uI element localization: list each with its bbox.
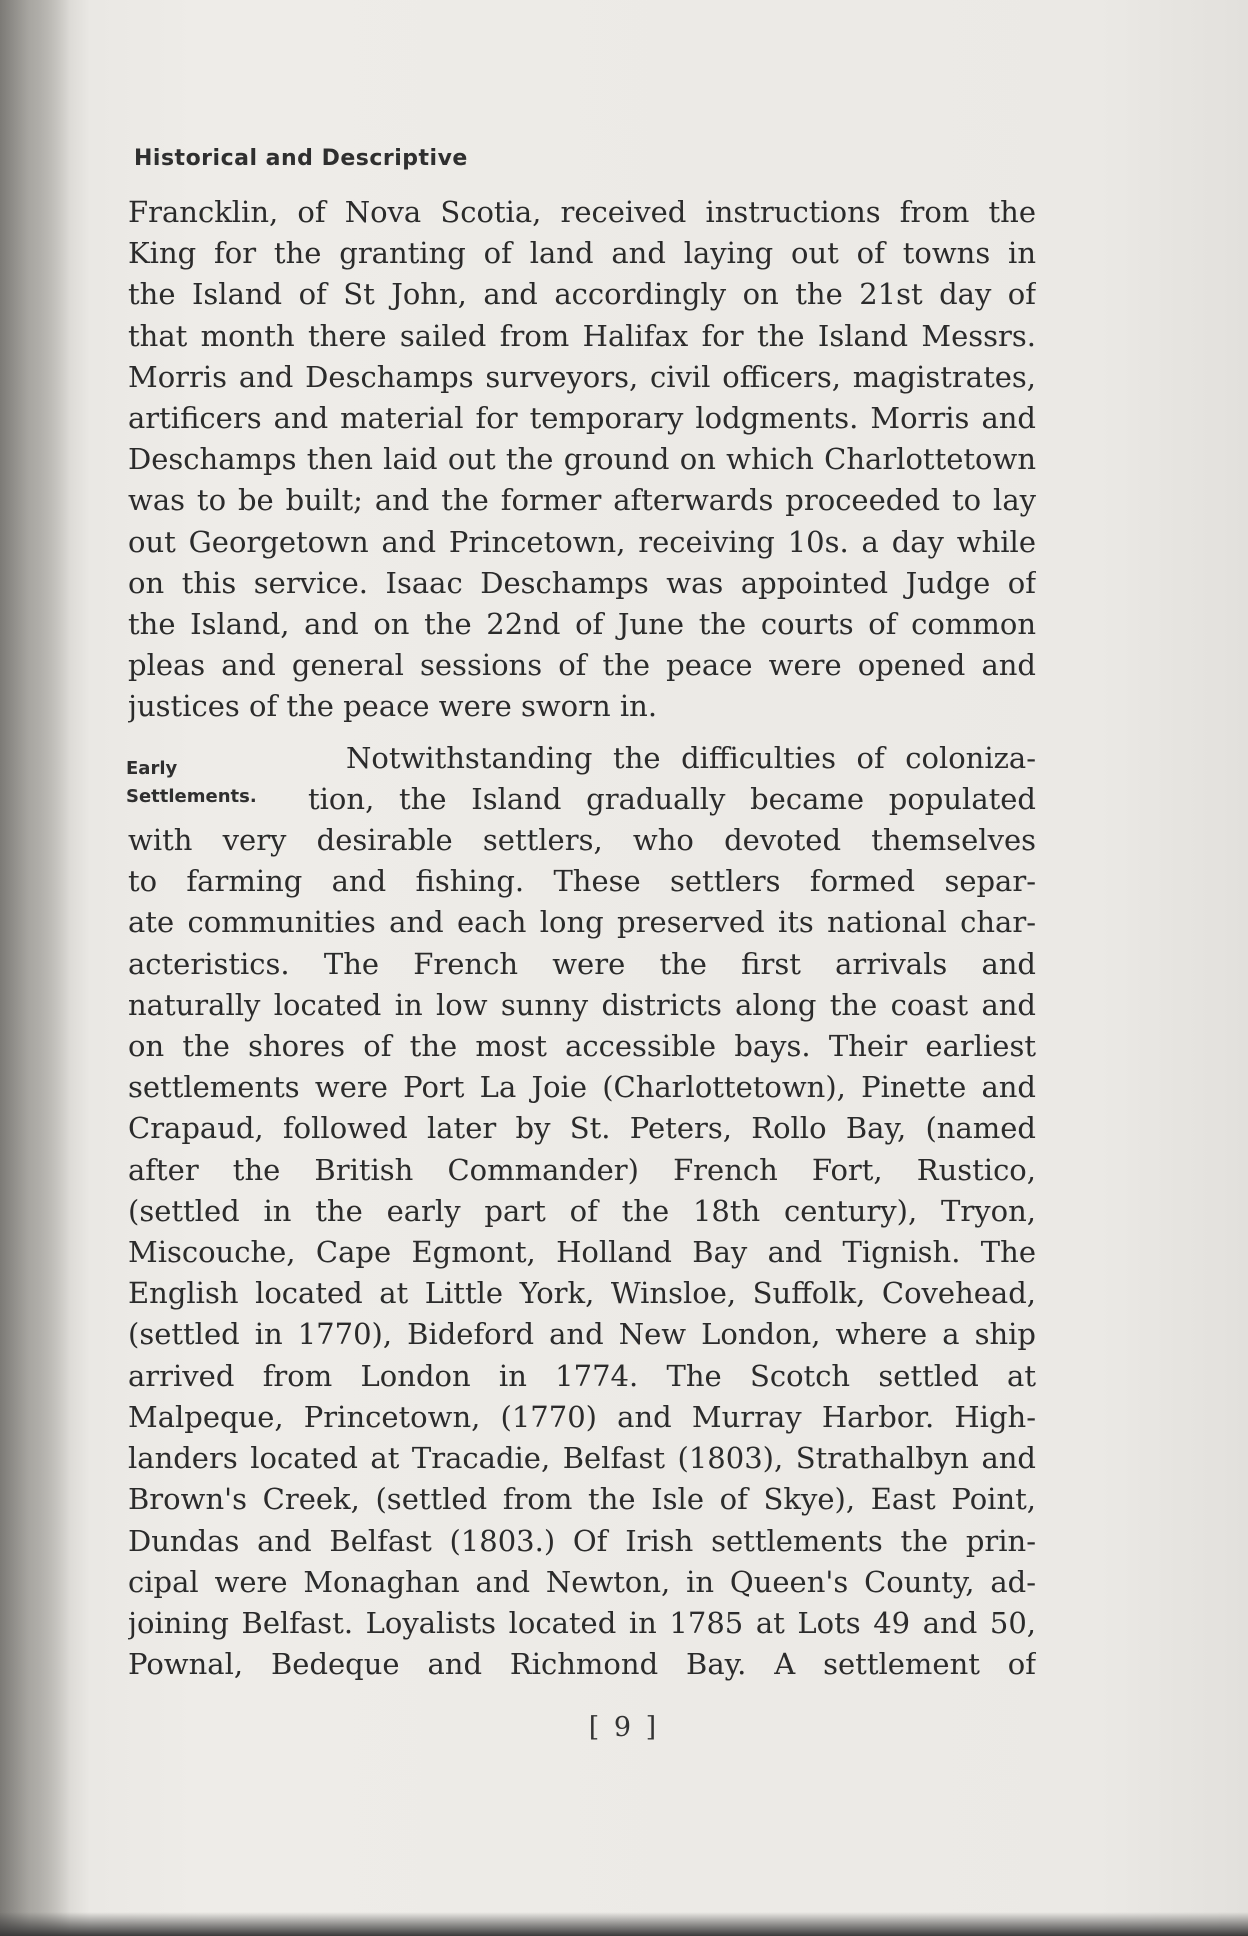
text-line: English located at Little York, Winsloe, Suffolk, Covehead, (128, 1276, 1036, 1311)
text-line: naturally located in low sunny districts along the coast and (128, 987, 1036, 1022)
text-line: after the British Commander) French Fort, Rustico, (128, 1152, 1036, 1187)
text-line: (settled in the early part of the 18th century), Tryon, (128, 1193, 1036, 1228)
text-line: settlements were Port La Joie (Charlottetown), Pinette and (128, 1070, 1036, 1105)
text-line: was to be built; and the former afterwards proceeded to lay (128, 483, 1036, 518)
text-line: on this service. Isaac Deschamps was appointed Judge of (128, 565, 1036, 600)
text-line: artificers and material for temporary lodgments. Morris and (128, 401, 1036, 436)
text-line: cipal were Monaghan and Newton, in Queen's County, ad- (128, 1564, 1036, 1599)
text-line: arrived from London in 1774. The Scotch settled at (128, 1358, 1036, 1393)
text-line: out Georgetown and Princetown, receiving 10s. a day while (128, 524, 1036, 559)
text-line: Crapaud, followed later by St. Peters, Rollo Bay, (named (128, 1111, 1036, 1146)
text-line: with very desirable settlers, who devoted themselves (128, 823, 1036, 858)
text-line: King for the granting of land and laying out of towns in (128, 236, 1036, 271)
text-line: Pownal, Bedeque and Richmond Bay. A settlement of (128, 1647, 1036, 1682)
text-line: Notwithstanding the difficulties of coloniza- (346, 740, 1036, 775)
text-line: pleas and general sessions of the peace were opened and (128, 648, 1036, 683)
text-line: tion, the Island gradually became populated (308, 781, 1036, 816)
body-text (128, 192, 1036, 1685)
page-number: [ 9 ] (588, 1712, 660, 1743)
text-line: Malpeque, Princetown, (1770) and Murray Harbor. High- (128, 1399, 1036, 1434)
text-line: joining Belfast. Loyalists located in 1785 at Lots 49 and 50, (128, 1605, 1036, 1640)
side-note-early: Early (126, 758, 178, 779)
text-line: landers located at Tracadie, Belfast (1803), Strathalbyn and (128, 1441, 1036, 1476)
text-line: ate communities and each long preserved its national char- (128, 905, 1036, 940)
text-line: Dundas and Belfast (1803.) Of Irish settlements the prin- (128, 1523, 1036, 1558)
page-binding-shadow (0, 0, 70, 1936)
text-line: Morris and Deschamps surveyors, civil officers, magistrates, (128, 359, 1036, 394)
text-line: to farming and fishing. These settlers formed separ- (128, 864, 1036, 899)
page-bottom-shadow (0, 1912, 1248, 1936)
text-line: acteristics. The French were the first arrivals and (128, 946, 1036, 981)
text-line: the Island of St John, and accordingly on the 21st day of (128, 277, 1036, 312)
side-note-settlements: Settlements. (126, 786, 257, 807)
text-line: Miscouche, Cape Egmont, Holland Bay and Tignish. The (128, 1235, 1036, 1270)
text-line: Deschamps then laid out the ground on which Charlottetown (128, 442, 1036, 477)
text-line: justices of the peace were sworn in. (128, 689, 658, 724)
text-line: (settled in 1770), Bideford and New London, where a ship (128, 1317, 1036, 1352)
running-head: Historical and Descriptive (134, 146, 468, 171)
text-line: Francklin, of Nova Scotia, received instructions from the (128, 195, 1036, 229)
text-line: that month there sailed from Halifax for the Island Messrs. (128, 318, 1036, 353)
text-line: on the shores of the most accessible bays. Their earliest (128, 1029, 1036, 1064)
text-line: the Island, and on the 22nd of June the courts of common (128, 607, 1036, 642)
text-line: Brown's Creek, (settled from the Isle of Skye), East Point, (128, 1482, 1036, 1517)
